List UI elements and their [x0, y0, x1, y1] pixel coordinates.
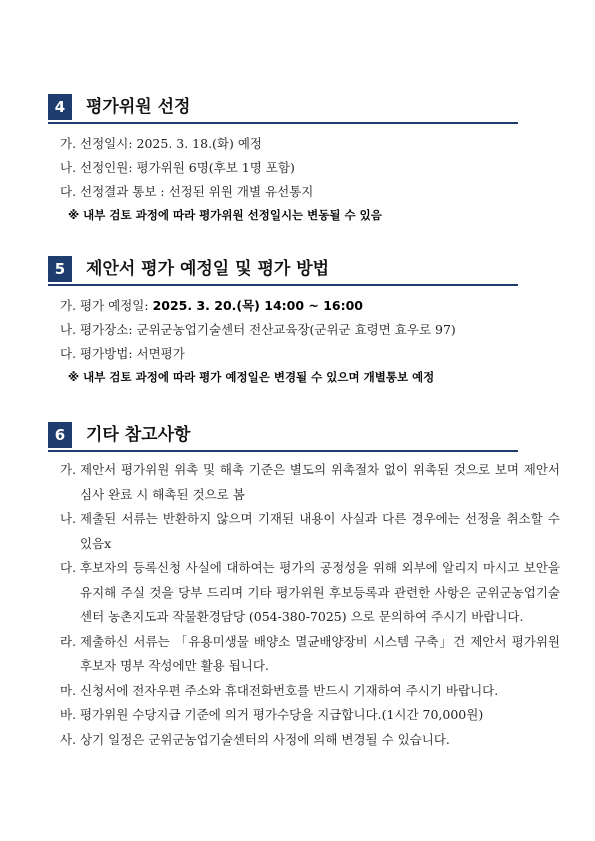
item-text: 신청서에 전자우편 주소와 휴대전화번호를 반드시 기재하여 주시기 바랍니다. [80, 682, 499, 698]
reference-list [60, 458, 560, 752]
item-marker: 라. [60, 633, 77, 649]
item-text: 제출된 서류는 반환하지 않으며 기재된 내용이 사실과 다른 경우에는 선정을 취소할 수 있음x [80, 511, 560, 551]
notice-text: ※ 내부 검토 과정에 따라 평가 예정일은 변경될 수 있으며 개별통보 예정 [68, 370, 435, 384]
section-header [48, 94, 518, 124]
item-marker: 다. [60, 560, 77, 575]
item-marker: 마. [60, 682, 77, 698]
section-5 [48, 256, 518, 388]
list-item [60, 679, 560, 704]
list-item: 나. 선정인원: 평가위원 6명(후보 1명 포함) [60, 160, 295, 175]
item-text: 제안서 평가위원 위촉 및 해촉 기준은 별도의 위촉절차 없이 위촉된 것으로 보며 제안서 심사 완료 시 해촉된 것으로 봄 [80, 462, 560, 502]
list-item [60, 556, 560, 630]
item-marker: 바. [60, 707, 77, 722]
section-4 [48, 94, 518, 226]
section-header [48, 422, 518, 452]
item-text: 후보자의 등록신청 사실에 대하여는 평가의 공정성을 위해 외부에 알리지 마시고 보안을 유지해 주실 것을 당부 드리며 기타 평가위원 후보등록과 관련한 사항은 군위군농업기술센터 농촌지도과 작물환경담당 (054-380-7025) 으로 문의하여 주시기 바랍니다. [80, 560, 560, 624]
item-text: 제출하신 서류는 「유용미생물 배양소 멸균배양장비 시스템 구축」건 제안서 평가위원 후보자 명부 작성에만 활용 됩니다. [80, 633, 560, 673]
list-item [60, 703, 560, 728]
section-6 [48, 422, 518, 452]
list-item [60, 728, 560, 753]
section-header [48, 256, 518, 286]
list-item [60, 507, 560, 556]
section-number: 5 [48, 256, 72, 282]
item-marker: 사. [60, 731, 77, 747]
list-item: 가. 선정일시: 2025. 3. 18.(화) 예정 [60, 136, 262, 151]
evaluation-date: 2025. 3. 20.(목) 14:00 ~ 16:00 [152, 298, 364, 313]
section-title: 제안서 평가 예정일 및 평가 방법 [86, 259, 330, 279]
section-number: 4 [48, 94, 72, 120]
item-prefix: 가. 평가 예정일: [60, 298, 153, 313]
list-item [60, 458, 560, 507]
notice-text: ※ 내부 검토 과정에 따라 평가위원 선정일시는 변동될 수 있음 [68, 208, 382, 222]
list-item: 다. 선정결과 통보 : 선정된 위원 개별 유선통지 [60, 184, 314, 199]
section-title: 평가위원 선정 [86, 97, 191, 117]
list-item [60, 630, 560, 679]
item-text: 상기 일정은 군위군농업기술센터의 사정에 의해 변경될 수 있습니다. [80, 731, 450, 747]
list-item: 나. 평가장소: 군위군농업기술센터 전산교육장(군위군 효령면 효우로 97) [60, 322, 456, 337]
item-text: 평가위원 수당지급 기준에 의거 평가수당을 지급합니다.(1시간 70,000원) [80, 707, 484, 722]
list-item: 다. 평가방법: 서면평가 [60, 346, 185, 361]
item-marker: 나. [60, 511, 77, 526]
item-marker: 가. [60, 462, 77, 477]
section-number: 6 [48, 422, 72, 448]
section-title: 기타 참고사항 [86, 425, 191, 445]
list-item [60, 294, 518, 318]
